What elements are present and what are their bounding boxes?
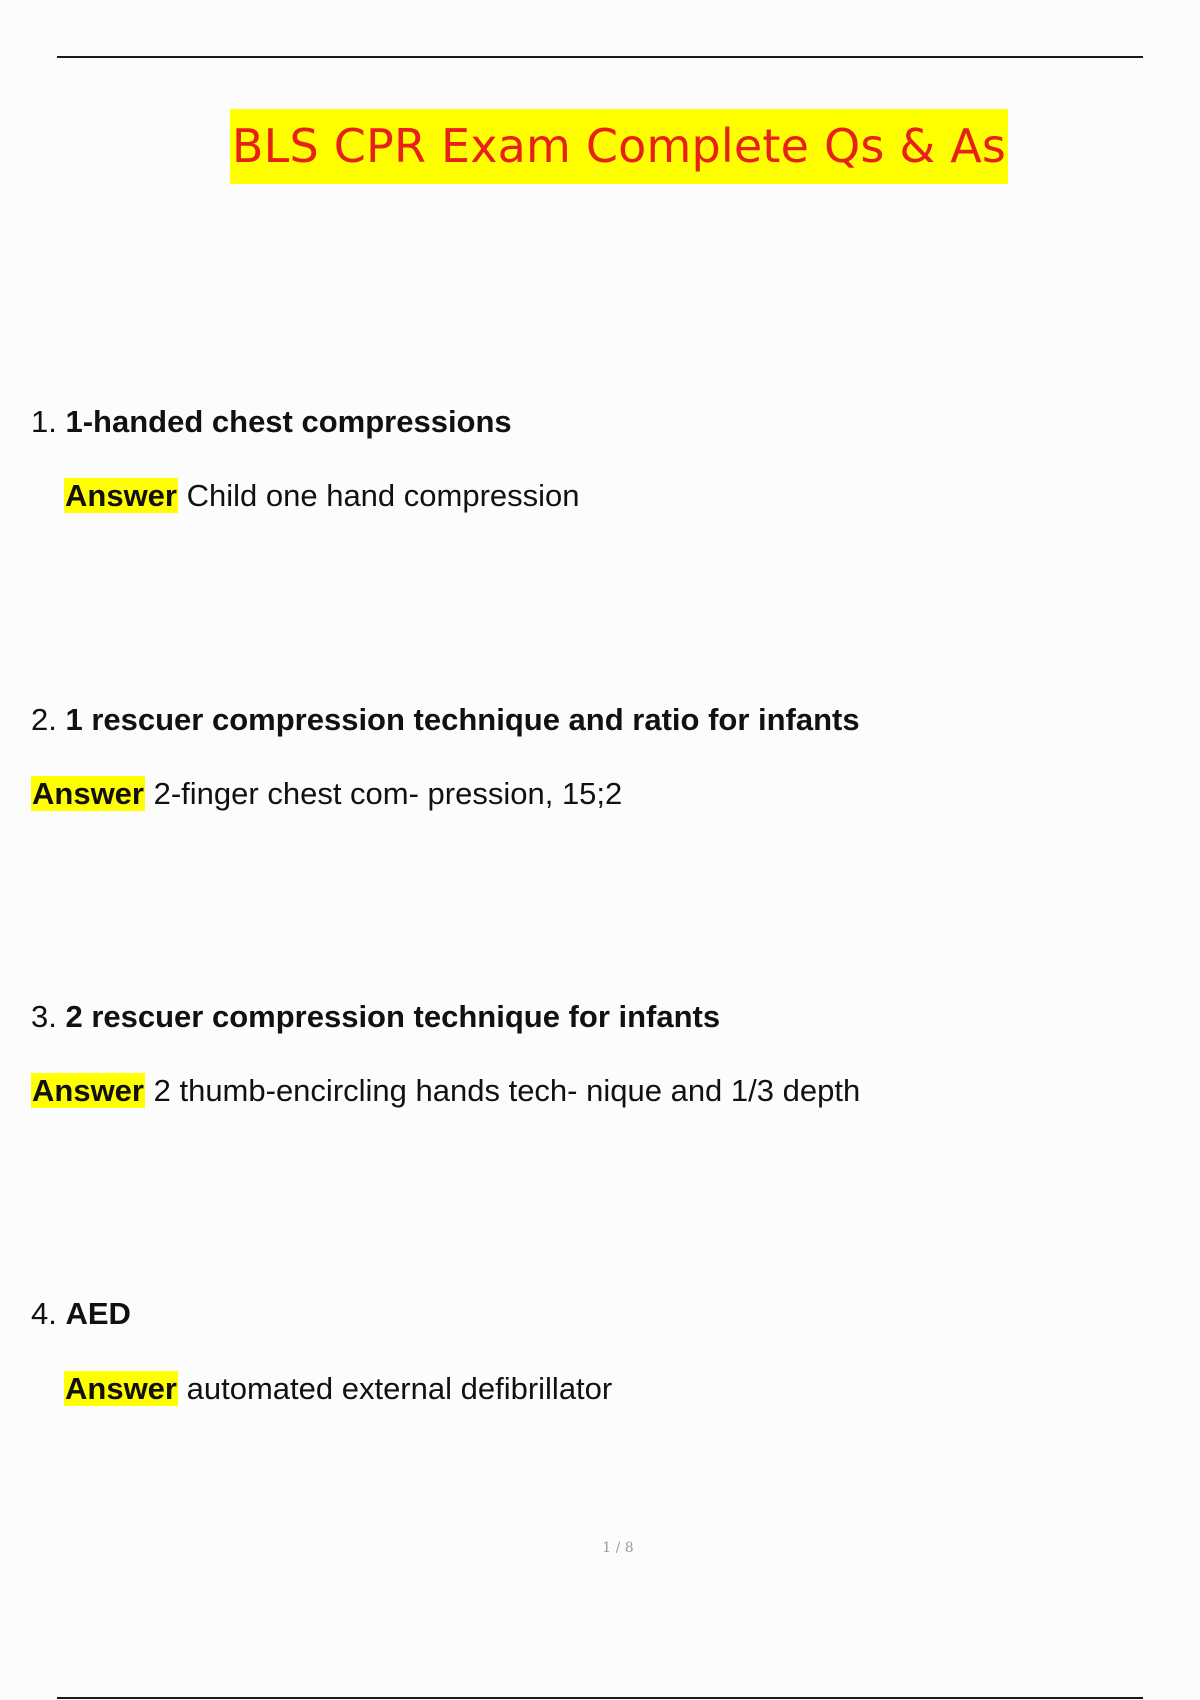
answer-3 [31,1071,860,1111]
question-2 [31,700,860,740]
answer-label: Answer [65,478,177,513]
answer-4 [64,1369,612,1409]
answer-label: Answer [32,1073,144,1108]
document-title: BLS CPR Exam Complete Qs & As [230,109,1008,184]
answer-text: 2-finger chest com- pression, 15;2 [153,776,623,811]
answer-text: 2 thumb-encircling hands tech- nique and 1/3 depth [153,1073,861,1108]
question-text: 1-handed chest compressions [65,404,512,439]
question-number: 4. [31,1296,57,1331]
bottom-divider [57,1697,1143,1699]
question-text: 2 rescuer compression technique for infants [65,999,721,1034]
question-text: AED [65,1296,131,1331]
answer-text: Child one hand compression [186,478,580,513]
question-3 [31,997,720,1037]
answer-2 [31,774,622,814]
question-number: 2. [31,702,57,737]
question-text: 1 rescuer compression technique and ratio for infants [65,702,860,737]
answer-label: Answer [32,776,144,811]
answer-1 [64,476,580,516]
question-number: 1. [31,404,57,439]
answer-label: Answer [65,1371,177,1406]
title-block [0,109,1200,184]
question-4 [31,1294,131,1334]
top-divider [57,56,1143,58]
question-1 [31,402,512,442]
page-number: 1 / 8 [602,1540,634,1556]
question-number: 3. [31,999,57,1034]
answer-text: automated external defibrillator [186,1371,613,1406]
